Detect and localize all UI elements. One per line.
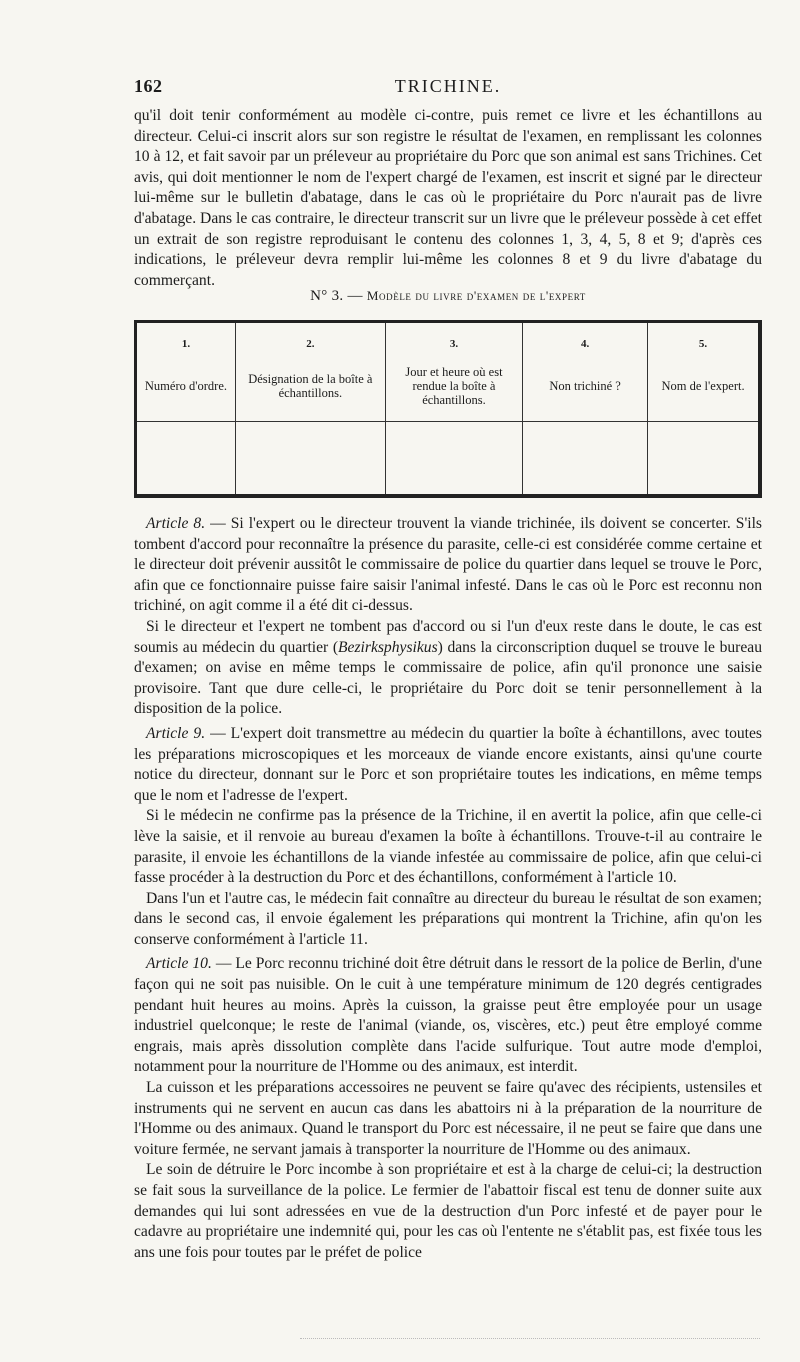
table-empty-row <box>136 422 761 497</box>
article-8-label: Article 8. <box>146 515 206 532</box>
column-number: 5. <box>648 322 760 352</box>
article-10-paragraph-3: Le soin de détruire le Porc incombe à son propriétaire et est à la charge de celui-ci; la destruction se fait sous la surveillance de la police. Le fermier de l'abattoir fiscal est tenu de donner suite aux demandes qui lui sont adressées en vue de la destruction d'un Porc infesté et de payer pour le cadavre au propriétaire une indemnité qui, pour les cas où l'entente ne s'établit pas, est fixée tous les ans une fois pour toutes par le préfet de police <box>134 1161 762 1261</box>
column-header: Nom de l'expert. <box>648 351 760 422</box>
column-header: Jour et heure où est rendue la boîte à échantillons. <box>385 351 522 422</box>
column-number: 2. <box>235 322 385 352</box>
model-number: N° 3. <box>310 288 344 304</box>
bottom-rule <box>300 1338 760 1340</box>
model-title: Modèle du livre d'examen de l'expert <box>366 288 586 303</box>
running-title: TRICHINE. <box>394 76 502 96</box>
model-caption: N° 3. — Modèle du livre d'examen de l'expert <box>310 288 586 304</box>
column-header: Désignation de la boîte à échantillons. <box>235 351 385 422</box>
articles-block <box>134 514 762 1263</box>
column-number: 3. <box>385 322 522 352</box>
column-header: Numéro d'ordre. <box>136 351 236 422</box>
intro-paragraph-block <box>134 106 762 291</box>
article-10-paragraph-2: La cuisson et les préparations accessoires ne peuvent se faire qu'avec des récipients, ustensiles et instruments qui ne servent en aucun cas dans les abattoirs ni à la préparation de la nourriture de l'Homme ou des animaux. Quand le transport du Porc est nécessaire, il ne peut se faire que dans une voiture fermée, ne servant jamais à transporter la nourriture de l'Homme ou des animaux. <box>134 1079 762 1158</box>
column-header: Non trichiné ? <box>523 351 648 422</box>
article-8-paragraph: Article 8. — Si l'expert ou le directeur trouvent la viande trichinée, ils doivent se concerter. S'ils tombent d'accord pour reconnaître la présence du parasite, celle-ci est considérée comme certaine et le directeur doit prévenir aussitôt le commissaire de police du quartier dans lequel se trouve le Porc, afin que ce fonctionnaire puisse faire saisir l'animal infesté. Dans le cas où le Porc est reconnu non trichiné, on agit comme il a été dit ci-dessus. <box>134 515 762 615</box>
article-9-paragraph-2: Si le médecin ne confirme pas la présence de la Trichine, il en avertit la police, afin que celle-ci lève la saisie, et il renvoie au bureau d'examen la boîte à échantillons. Trouve-t-il au contraire le parasite, il envoie les échantillons de la viande infestée au commissaire de police, afin que celui-ci fasse procéder à la destruction du Porc et des échantillons, conformément à l'article 10. <box>134 807 762 887</box>
article-9-paragraph: Article 9. — L'expert doit transmettre au médecin du quartier la boîte à échantillons, avec toutes les préparations microscopiques et les morceaux de viande encore existants, ainsi qu'une courte notice du directeur, donnant sur le Porc et son propriétaire toutes les indications, en même temps que le nom et l'adresse de l'expert. <box>134 724 762 804</box>
intro-paragraph: qu'il doit tenir conformément au modèle ci-contre, puis remet ce livre et les échantillons au directeur. Celui-ci inscrit alors sur son registre le résultat de l'examen, en remplissant les colonnes 10 à 12, et fait savoir par un préleveur au propriétaire du Porc que son animal est sans Trichines. Cet avis, qui doit mentionner le nom de l'expert chargé de l'examen, est inscrit et signé par le directeur lui-même sur le bulletin d'abatage, dans le cas où le propriétaire du Porc n'aurait pas de livre d'abatage. Dans le cas contraire, le directeur transcrit sur un livre que le préleveur possède à cet effet un extrait de son registre reproduisant le contenu des colonnes 1, 3, 4, 5, 8 et 9; d'après ces indications, le préleveur devra remplir lui-même les colonnes 8 et 9 du livre d'abatage du commerçant. <box>134 107 762 289</box>
table-number-row <box>136 322 761 352</box>
article-8-paragraph-2: Si le directeur et l'expert ne tombent pas d'accord ou si l'un d'eux reste dans le doute, le cas est soumis au médecin du quartier (Bezirksphysikus) dans la circonscription duquel se trouve le bureau d'examen; on avise en même temps le commissaire de police, afin qu'il prononce une saisie provisoire. Tant que dure celle-ci, le propriétaire du Porc doit se tenir personnellement à la disposition de la police. <box>134 617 762 718</box>
column-number: 4. <box>523 322 648 352</box>
bezirksphysikus-term: Bezirksphysikus <box>338 638 438 656</box>
examination-book-table <box>134 320 762 498</box>
table-header-row <box>136 351 761 422</box>
article-9-label: Article 9. <box>146 724 206 742</box>
column-number: 1. <box>181 338 191 350</box>
article-10-paragraph: Article 10. — Le Porc reconnu trichiné doit être détruit dans le ressort de la police de Berlin, d'une façon qui ne soit pas nuisible. On le cuit à une température minimum de 120 degrés centigrades pendant huit heures au moins. Après la cuisson, la graisse peut être employée pour un usage industriel quelconque; le reste de l'animal (viande, os, viscères, etc.) peut être employé comme engrais, mais après dissolution complète dans l'acide sulfurique. Tout autre mode d'emploi, notamment pour la nourriture de l'Homme ou des animaux, est interdit. <box>134 955 762 1076</box>
article-9-paragraph-3: Dans l'un et l'autre cas, le médecin fait connaître au directeur du bureau le résultat de son examen; dans le second cas, il envoie également les préparations qui montrent la Trichine, afin qu'on les conserve conformément à l'article 11. <box>134 889 762 948</box>
page-header <box>134 76 762 102</box>
page-number: 162 <box>134 76 163 96</box>
article-10-label: Article 10. <box>146 955 212 973</box>
